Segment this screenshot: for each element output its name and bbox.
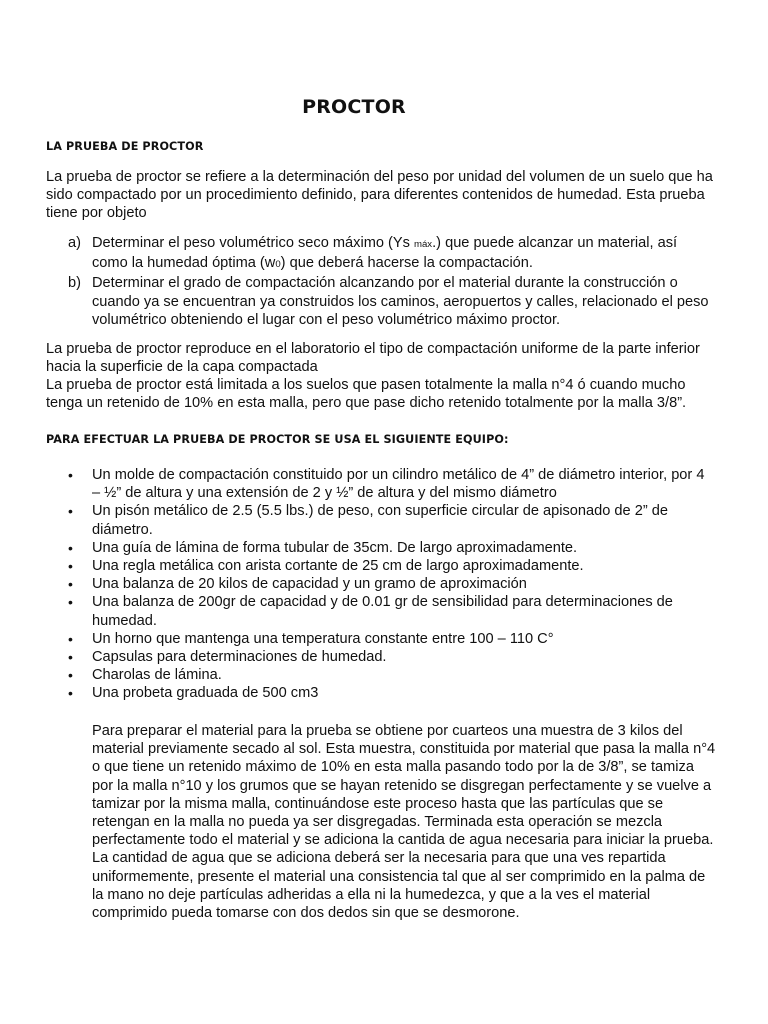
list-item [68,575,716,593]
bullet-icon: • [68,630,73,647]
list-item-text: Una guía de lámina de forma tubular de 35cm. De largo aproximadamente. [92,539,578,556]
list-item-text: Una probeta graduada de 500 cm3 [92,685,319,702]
list-item [68,539,716,557]
objective-text-part: .) que puede alcanzar un material, así como la humedad óptima (w [92,235,678,272]
list-item [68,666,716,684]
list-item-text: Una regla metálica con arista cortante de 25 cm de largo aproximadamente. [92,558,584,575]
list-item-text: Un horno que mantenga una temperatura constante entre 100 – 110 C° [92,630,554,647]
equipment-list [68,466,716,703]
list-item [68,648,716,666]
bullet-icon: • [68,685,73,702]
objective-text-part: Determinar el peso volumétrico seco máximo (Ys [92,235,414,251]
list-item-text: Capsulas para determinaciones de humedad. [92,649,387,666]
list-item-text: Charolas de lámina. [92,667,222,684]
section-heading-prueba: LA PRUEBA DE PROCTOR [46,140,204,153]
list-marker: a) [68,235,81,251]
bullet-icon: • [68,649,73,666]
bullet-icon: • [68,667,73,684]
page-title: PROCTOR [302,96,406,118]
paragraph-reproduction: La prueba de proctor reproduce en el laboratorio el tipo de compactación uniforme de la parte inferior hacia la superficie de la capa compactada [46,341,700,376]
list-item-text: Un molde de compactación constituido por un cilindro metálico de 4” de diámetro interior, por 4 – ½” de altura y una extensión de 2 y ½” de altura y del mismo diámetro [92,467,705,502]
list-item [68,557,716,575]
intro-paragraph: La prueba de proctor se refiere a la determinación del peso por unidad del volumen de un suelo que ha sido compactado por un procedimiento definido, para diferentes contenidos de humedad. Esta prueba tiene por objeto [46,169,713,222]
bullet-icon: • [68,539,73,556]
bullet-icon: • [68,576,73,593]
bullet-icon: • [68,467,73,483]
objective-text-part: ) que deberá hacerse la compactación. [280,255,533,272]
subscript-zero: 0 [275,259,281,271]
list-marker: b) [68,275,81,292]
bullet-icon: • [68,558,73,575]
preparation-paragraph: Para preparar el material para la prueba se obtiene por cuarteos una muestra de 3 kilos del material previamente secado al sol. Esta muestra, constituida por material que pasa la malla n°4 o que tiene un retenido máximo de 10% en esta malla pasando todo por la de 3/8”, se tamiza por la malla n°10 y los grumos que se hayan retenido se disgregan perfectamente y se vuelve a tamizar por la misma malla, continuándose este proceso hasta que las partículas que se retengan en la malla no pueda ya ser disgregadas. Terminada esta operación se mezcla perfectamente todo el material y se adiciona la cantida de agua necesaria para iniciar la prueba. La cantidad de agua que se adiciona deberá ser la necesaria para que una ves repartida uniformemente, presente el material una consistencia tal que al ser comprimido en la palma de la mano no deje partículas adheridas a ella ni la humedezca, y que a la ves el material comprimido pueda tomarse con dos dedos sin que se desmorone. [92,723,716,922]
list-item-text: Una balanza de 200gr de capacidad y de 0.01 gr de sensibilidad para determinaciones de humedad. [92,594,673,629]
objective-text [92,234,713,274]
list-item [68,502,716,538]
objective-item-a [68,234,713,274]
subscript-max: máx [413,239,433,250]
paragraph-limitation: La prueba de proctor está limitada a los suelos que pasen totalmente la malla n°4 ó cuando mucho tenga un retenido de 10% en esta malla, pero que pase dicho retenido totalmente por la malla 3/8”. [46,377,687,412]
objective-item-b [68,274,713,329]
bullet-icon: • [68,594,73,611]
objective-text: Determinar el grado de compactación alcanzando por el material durante la construcción o cuando ya se encuentran ya construidos los caminos, aeropuertos y calles, relacionado el peso volumétrico obteniendo el lugar con el peso volumétrico máximo proctor. [92,275,709,328]
list-item [68,466,716,502]
list-item [68,630,716,648]
bullet-icon: • [68,503,73,520]
list-item [68,593,716,629]
list-item [68,684,716,702]
list-item-text: Un pisón metálico de 2.5 (5.5 lbs.) de peso, con superficie circular de apisonado de 2” de diámetro. [92,503,668,538]
objectives-list [68,234,713,329]
list-item-text: Una balanza de 20 kilos de capacidad y un gramo de aproximación [92,576,527,593]
section-heading-equipo: PARA EFECTUAR LA PRUEBA DE PROCTOR SE USA EL SIGUIENTE EQUIPO: [46,433,509,446]
